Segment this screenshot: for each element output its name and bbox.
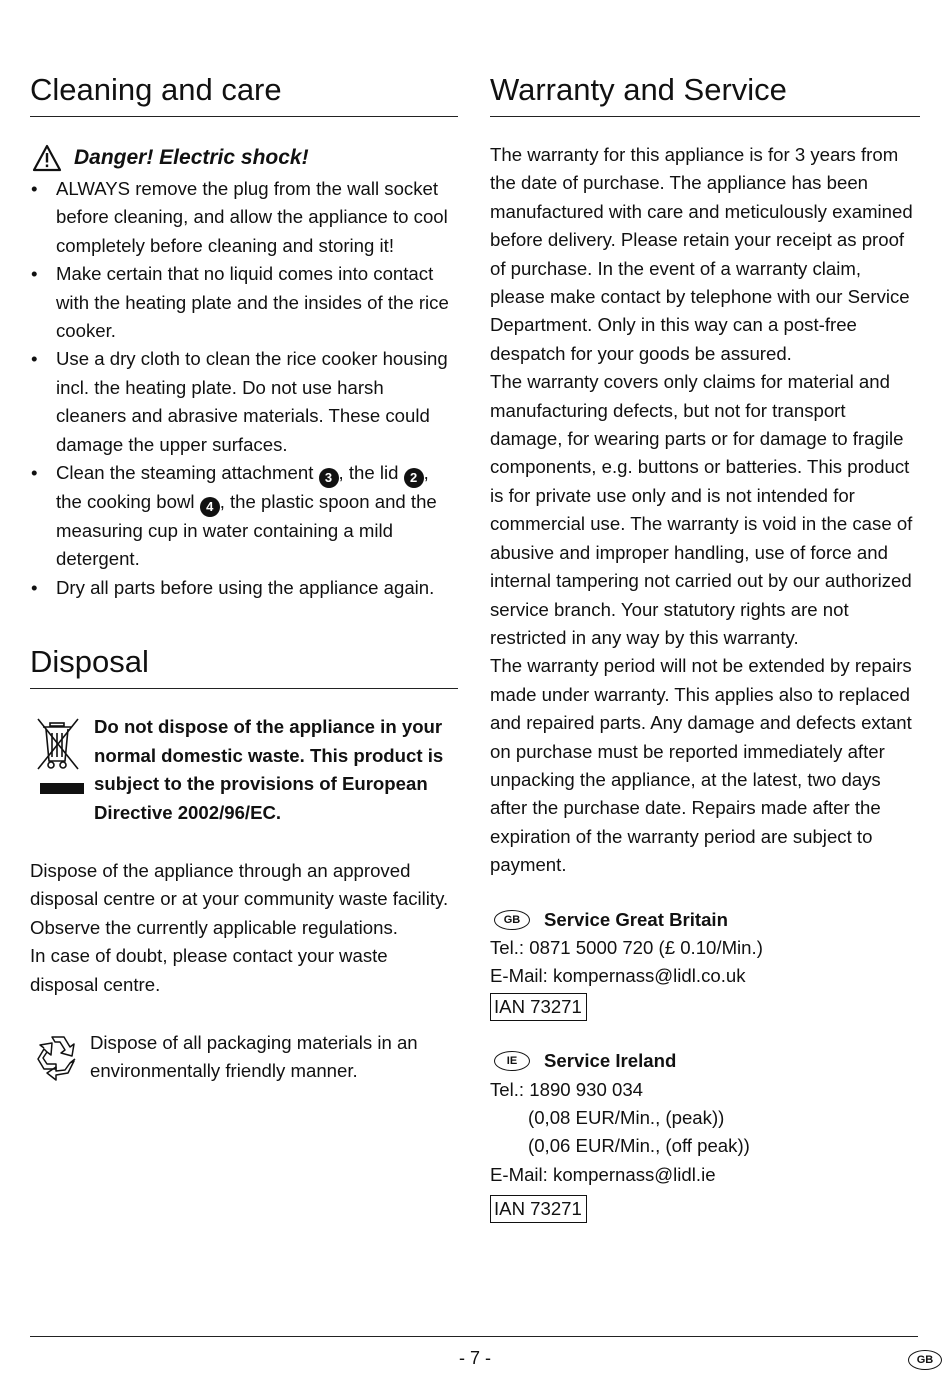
right-column: [490, 70, 920, 1224]
left-column: [30, 70, 458, 1086]
service-ie-heading: [490, 1047, 920, 1075]
disposal-paragraph: [30, 857, 458, 999]
footer-country-badge: GB: [908, 1350, 942, 1370]
page-number: - 7 -: [458, 1348, 491, 1368]
disposal-text: In case of doubt, please contact your waste disposal centre.: [30, 945, 388, 995]
footer-divider: [30, 1336, 918, 1337]
cleaning-title: Cleaning and care: [30, 70, 458, 117]
disposal-text: Dispose of the appliance through an approved disposal centre or at your community waste facility.: [30, 859, 449, 910]
bullet-text: Clean the steaming attachment: [56, 462, 319, 484]
warranty-title: Warranty and Service: [490, 70, 920, 117]
recycle-icon: [30, 1031, 86, 1083]
weee-notice-text: Do not dispose of the appliance in your normal domestic waste. This product is subject to the provisions of European Directive 2002/96/EC.: [94, 716, 444, 823]
bullet-text: , the cooking bowl: [56, 462, 429, 513]
warranty-text: [490, 141, 920, 880]
crossed-out-bin-icon: [30, 713, 86, 803]
packaging-text: Dispose of all packaging materials in an environmentally friendly manner.: [90, 1031, 418, 1082]
country-badge-ie: IE: [494, 1051, 530, 1071]
disposal-text: Observe the currently applicable regulations.: [30, 916, 398, 938]
part-number-badge: 4: [200, 497, 220, 517]
service-title: Service Great Britain: [544, 908, 728, 930]
danger-heading-row: [30, 143, 458, 173]
bullet-text: Use a dry cloth to clean the rice cooker housing incl. the heating plate. Do not use harsh cleaners and abrasive materials. These could damage the upper surfaces.: [56, 348, 448, 455]
list-item: [30, 574, 458, 602]
service-gb: [490, 906, 920, 1022]
cleaning-bullet-list: [30, 175, 458, 602]
country-badge-gb: GB: [494, 910, 530, 930]
danger-heading: Danger! Electric shock!: [74, 146, 309, 169]
list-item: [30, 260, 458, 345]
service-rate-peak: (0,08 EUR/Min., (peak)): [528, 1107, 725, 1128]
weee-notice: [30, 713, 458, 827]
warranty-paragraph: The warranty for this appliance is for 3 years from the date of purchase. The appliance has been manufactured with care and meticulously examined before delivery. Please retain your receipt as proof of purchase. In the event of a warranty claim, please make contact by telephone with our Service Department. Only in this way can a post-free despatch for your goods be assured.: [490, 144, 913, 364]
warranty-paragraph: The warranty period will not be extended by repairs made under warranty. This applies also to replaced and repaired parts. Any damage and defects extant on purchase must be reported immediately after unpacking the appliance, at the latest, two days after the purchase date. Repairs made after the expiration of the warranty period are subject to payment.: [490, 655, 912, 876]
bullet-text: , the plastic spoon and the measuring cup in water containing a mild detergent.: [56, 491, 437, 570]
service-email: E-Mail: kompernass@lidl.co.uk: [490, 965, 746, 987]
service-gb-heading: [490, 906, 920, 934]
bullet-text: Make certain that no liquid comes into contact with the heating plate and the insides of the rice cooker.: [56, 263, 449, 342]
warranty-paragraph: The warranty covers only claims for material and manufacturing defects, but not for transport damage, for wearing parts or for damage to fragile components, e.g. buttons or batteries. This product is for private use only and is not intended for commercial use. The warranty is void in the case of abusive and improper handling, use of force and internal tampering not carried out by our authorized service branch. Your statutory rights are not restricted in any way by this warranty.: [490, 371, 913, 648]
service-email: E-Mail: kompernass@lidl.ie: [490, 1163, 716, 1185]
bullet-text: ALWAYS remove the plug from the wall socket before cleaning, and allow the appliance to cool completely before cleaning and storing it!: [56, 178, 448, 256]
ian-number: IAN 73271: [490, 1195, 587, 1223]
list-item: [30, 175, 458, 260]
bullet-text: , the lid: [338, 462, 404, 484]
warning-triangle-icon: [32, 144, 62, 172]
ian-number: IAN 73271: [490, 993, 587, 1021]
service-ie: [490, 1047, 920, 1223]
bullet-text: Dry all parts before using the appliance again.: [56, 576, 435, 598]
service-phone: Tel.: 0871 5000 720 (£ 0.10/Min.): [490, 936, 763, 958]
part-number-badge: 2: [404, 468, 424, 488]
part-number-badge: 3: [319, 468, 339, 488]
service-phone: Tel.: 1890 930 034: [490, 1078, 644, 1100]
service-rate-offpeak: (0,06 EUR/Min., (off peak)): [528, 1135, 750, 1157]
packaging-notice: [30, 1029, 458, 1086]
disposal-title: Disposal: [30, 642, 458, 689]
service-title: Service Ireland: [544, 1050, 677, 1072]
list-item: [30, 345, 458, 459]
list-item: [30, 459, 458, 574]
